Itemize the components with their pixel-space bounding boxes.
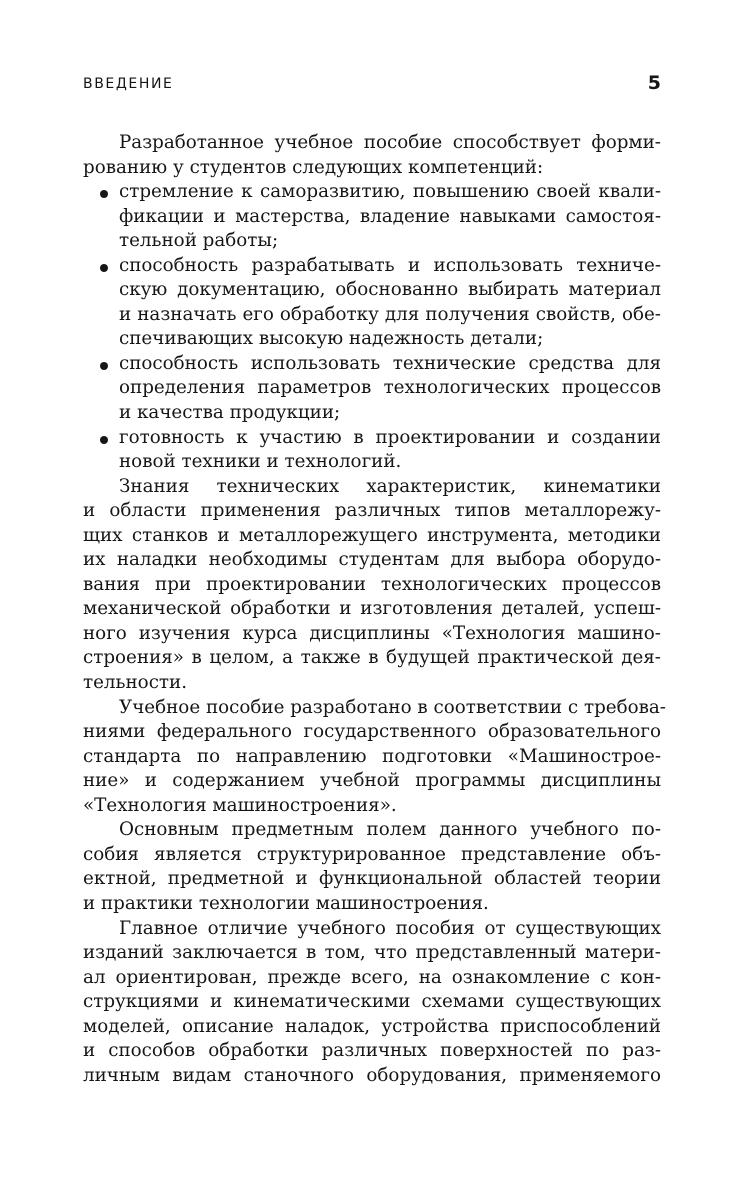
line-text: тельной работы;: [119, 230, 279, 252]
text-line: [83, 990, 661, 1015]
text-line: [83, 843, 661, 868]
line-text: ал ориентирован, прежде всего, на ознакомление с кон-: [83, 966, 661, 988]
section-title: ВВЕДЕНИЕ: [83, 76, 174, 92]
line-text: спечивающих высокую надежность детали;: [119, 328, 544, 350]
text-line: [83, 156, 661, 181]
text-line: [83, 205, 661, 230]
line-text: и области применения различных типов металлорежу-: [83, 500, 661, 522]
text-line: [83, 745, 661, 770]
text-line: [83, 818, 661, 843]
text-line: [83, 475, 661, 500]
text-line: [83, 867, 661, 892]
line-text: стандарта по направлению подготовки «Машинострое-: [83, 745, 661, 767]
bullet-list-item: [83, 352, 661, 377]
text-line: [83, 671, 661, 696]
text-line: [83, 229, 661, 254]
text-line: [83, 327, 661, 352]
body-text: [83, 131, 666, 1088]
text-line: [83, 499, 661, 524]
line-text: Главное отличие учебного пособия от существующих: [119, 917, 661, 939]
line-text: способность использовать технические средства для: [119, 352, 661, 374]
text-line: [83, 892, 661, 917]
text-line: [83, 450, 661, 475]
text-line: [83, 769, 661, 794]
line-text: механической обработки и изготовления деталей, успеш-: [83, 598, 661, 620]
line-text: готовность к участию в проектировании и создании: [119, 426, 661, 448]
text-line: [83, 573, 661, 598]
text-line: [83, 696, 666, 721]
text-line: [83, 524, 661, 549]
line-text: Основным предметным полем данного учебного по-: [119, 819, 661, 841]
text-line: [83, 720, 661, 745]
line-text: ектной, предметной и функциональной областей теории: [83, 868, 661, 890]
line-text: и способов обработки различных поверхностей по раз-: [83, 1040, 661, 1062]
line-text: моделей, описание наладок, устройства приспособлений: [83, 1015, 661, 1037]
text-line: [83, 131, 661, 156]
line-text: тельности.: [83, 672, 188, 694]
line-text: Разработанное учебное пособие способствует форми-: [119, 132, 661, 153]
text-line: [83, 646, 661, 671]
bullet-list-item: [83, 180, 661, 205]
page-number: 5: [647, 72, 661, 94]
text-line: [83, 303, 661, 328]
text-line: [83, 548, 661, 573]
text-line: [83, 597, 661, 622]
text-line: [83, 1015, 661, 1040]
line-text: щих станков и металлорежущего инструмента, методики: [83, 524, 661, 546]
running-header: [83, 72, 661, 102]
text-line: [83, 966, 661, 991]
bullet-list-item: [83, 426, 661, 451]
bullet-icon: [100, 362, 108, 370]
line-text: и качества продукции;: [119, 402, 341, 424]
line-text: ние» и содержанием учебной программы дисциплины: [83, 770, 661, 792]
line-text: вания при проектировании технологических процессов: [83, 573, 661, 595]
line-text: и практики технологии машиностроения.: [83, 892, 489, 914]
line-text: изданий заключается в том, что представленный матери-: [83, 942, 661, 964]
line-text: ниями федерального государственного образовательного: [83, 721, 661, 743]
line-text: строения» в целом, а также в будущей практической дея-: [83, 647, 661, 669]
line-text: «Технология машиностроения».: [83, 794, 397, 816]
bullet-icon: [100, 436, 108, 444]
text-line: [83, 278, 661, 303]
line-text: способность разрабатывать и использовать техниче-: [119, 254, 661, 276]
text-line: [83, 794, 661, 819]
line-text: Знания технических характеристик, кинематики: [119, 475, 661, 497]
text-line: [83, 917, 661, 942]
line-text: струкциями и кинематическими схемами существующих: [83, 991, 661, 1013]
text-line: [83, 941, 661, 966]
line-text: скую документацию, обоснованно выбирать материал: [119, 279, 661, 301]
text-line: [83, 401, 661, 426]
line-text: их наладки необходимы студентам для выбора оборудо-: [83, 549, 661, 571]
line-text: фикации и мастерства, владение навыками самостоя-: [119, 205, 661, 227]
bullet-list-item: [83, 254, 661, 279]
line-text: личным видам станочного оборудования, применяемого: [83, 1064, 661, 1086]
line-text: собия является структурированное представление объ-: [83, 843, 661, 865]
line-text: определения параметров технологических процессов: [119, 377, 661, 399]
line-text: новой техники и технологий.: [119, 451, 402, 473]
text-line: [83, 376, 661, 401]
line-text: рованию у студентов следующих компетенций:: [83, 156, 544, 178]
line-text: стремление к саморазвитию, повышению своей квали-: [119, 181, 661, 203]
line-text: ного изучения курса дисциплины «Технология машино-: [83, 622, 661, 644]
line-text: и назначать его обработку для получения свойств, обе-: [119, 303, 661, 325]
text-line: [83, 1039, 661, 1064]
text-line: [83, 1064, 661, 1089]
text-line: [83, 622, 661, 647]
line-text: Учебное пособие разработано в соответствии с требова-: [119, 696, 666, 718]
bullet-icon: [100, 264, 108, 272]
bullet-icon: [100, 190, 108, 198]
